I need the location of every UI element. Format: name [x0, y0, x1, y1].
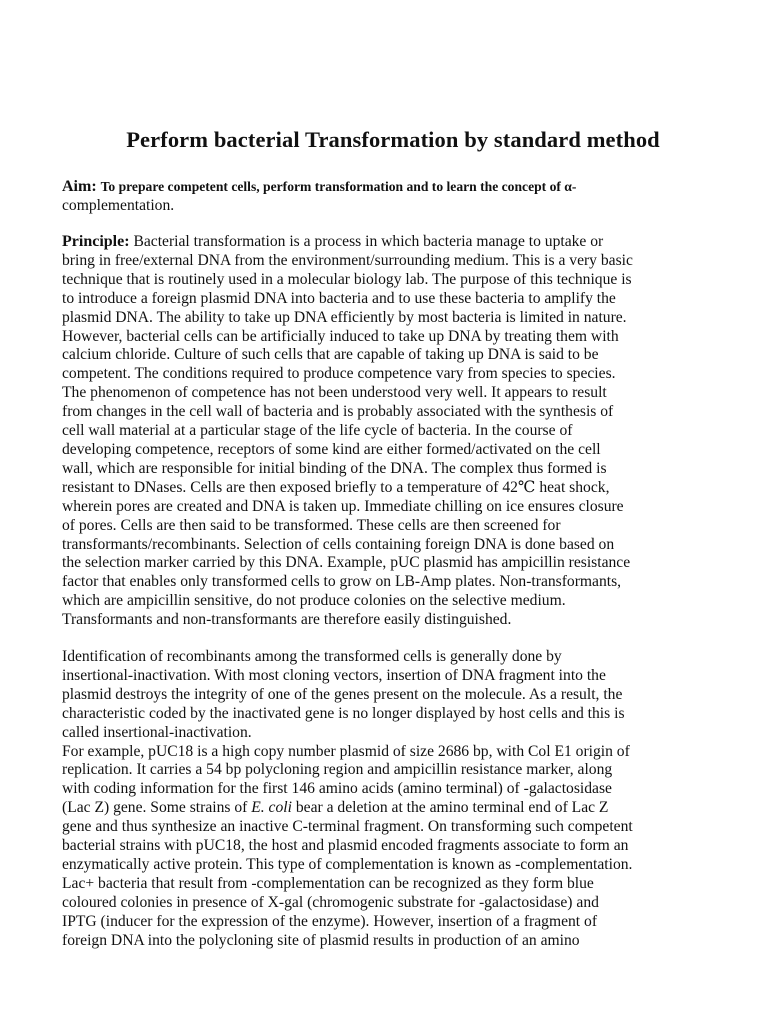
example-text: (Lac Z) gene. Some strains of — [62, 799, 252, 817]
document-title: Perform bacterial Transformation by standard method — [126, 127, 660, 152]
identification-line: plasmid destroys the integrity of one of the genes present on the molecule. As a result, the — [62, 685, 623, 703]
principle-line: plasmid DNA. The ability to take up DNA efficiently by most bacteria is limited in nature. — [62, 308, 627, 326]
principle-line: which are ampicillin sensitive, do not produce colonies on the selective medium. — [62, 592, 566, 610]
example-paragraph — [62, 743, 724, 951]
aim-text: To prepare competent cells, perform transformation and to learn the concept of α- — [100, 179, 577, 194]
principle-line: bring in free/external DNA from the environment/surrounding medium. This is a very basic — [62, 251, 633, 269]
principle-line: factor that enables only transformed cells to grow on LB-Amp plates. Non-transformants, — [62, 573, 622, 591]
aim-line-1 — [62, 177, 724, 196]
example-text: bear a deletion at the amino terminal end of Lac Z — [291, 799, 609, 817]
principle-line: technique that is routinely used in a molecular biology lab. The purpose of this technique is — [62, 270, 632, 288]
aim-line-2: complementation. — [62, 197, 175, 214]
principle-line: wherein pores are created and DNA is taken up. Immediate chilling on ice ensures closure — [62, 497, 624, 515]
identification-line: insertional-inactivation. With most cloning vectors, insertion of DNA fragment into the — [62, 666, 606, 684]
principle-line: However, bacterial cells can be artificially induced to take up DNA by treating them with — [62, 327, 619, 345]
species-name: E. coli — [251, 799, 292, 817]
principle-line: calcium chloride. Culture of such cells that are capable of taking up DNA is said to be — [62, 346, 599, 364]
aim-section — [62, 177, 724, 215]
principle-line: The phenomenon of competence has not been understood very well. It appears to result — [62, 384, 607, 402]
principle-label: Principle: — [62, 233, 130, 250]
principle-line: wall, which are responsible for initial binding of the DNA. The complex thus formed is — [62, 459, 607, 477]
identification-line: characteristic coded by the inactivated gene is no longer displayed by host cells and this is — [62, 704, 625, 722]
document-page — [62, 0, 724, 951]
principle-line: cell wall material at a particular stage of the life cycle of bacteria. In the course of — [62, 422, 573, 440]
principle-line — [62, 233, 724, 252]
principle-line: competent. The conditions required to produce competence vary from species to species. — [62, 365, 616, 383]
example-line: replication. It carries a 54 bp polycloning region and ampicillin resistance marker, along — [62, 761, 613, 779]
principle-text: Bacterial transformation is a process in which bacteria manage to uptake or — [129, 233, 604, 250]
example-line: IPTG (inducer for the expression of the enzyme). However, insertion of a fragment of — [62, 912, 598, 930]
principle-line: Transformants and non-transformants are therefore easily distinguished. — [62, 611, 512, 629]
identification-paragraph — [62, 648, 724, 743]
principle-line: the selection marker carried by this DNA. Example, pUC plasmid has ampicillin resistance — [62, 554, 631, 572]
principle-section — [62, 233, 724, 630]
principle-line: of pores. Cells are then said to be transformed. These cells are then screened for — [62, 516, 561, 534]
example-line: coloured colonies in presence of X-gal (chromogenic substrate for -galactosidase) and — [62, 893, 599, 911]
example-line — [62, 799, 724, 818]
example-line: For example, pUC18 is a high copy number plasmid of size 2686 bp, with Col E1 origin of — [62, 742, 630, 760]
identification-line: called insertional-inactivation. — [62, 723, 252, 741]
principle-line: to introduce a foreign plasmid DNA into bacteria and to use these bacteria to amplify the — [62, 289, 616, 307]
principle-line: from changes in the cell wall of bacteria and is probably associated with the synthesis of — [62, 403, 614, 421]
example-line: gene and thus synthesize an inactive C-terminal fragment. On transforming such competent — [62, 818, 633, 836]
principle-line: transformants/recombinants. Selection of cells containing foreign DNA is done based on — [62, 535, 615, 553]
principle-line: developing competence, receptors of some kind are either formed/activated on the cell — [62, 440, 601, 458]
example-line: bacterial strains with pUC18, the host and plasmid encoded fragments associate to form an — [62, 837, 629, 855]
example-line: enzymatically active protein. This type of complementation is known as -complementation. — [62, 856, 633, 873]
identification-line: Identification of recombinants among the transformed cells is generally done by — [62, 648, 562, 666]
example-line: foreign DNA into the polycloning site of plasmid results in production of an amino — [62, 931, 580, 949]
example-line: Lac+ bacteria that result from -complementation can be recognized as they form blue — [62, 874, 594, 892]
principle-line: resistant to DNases. Cells are then exposed briefly to a temperature of 42℃ heat shock, — [62, 478, 610, 496]
aim-label: Aim: — [62, 178, 97, 195]
example-line: with coding information for the first 146 amino acids (amino terminal) of -galactosidase — [62, 780, 612, 798]
